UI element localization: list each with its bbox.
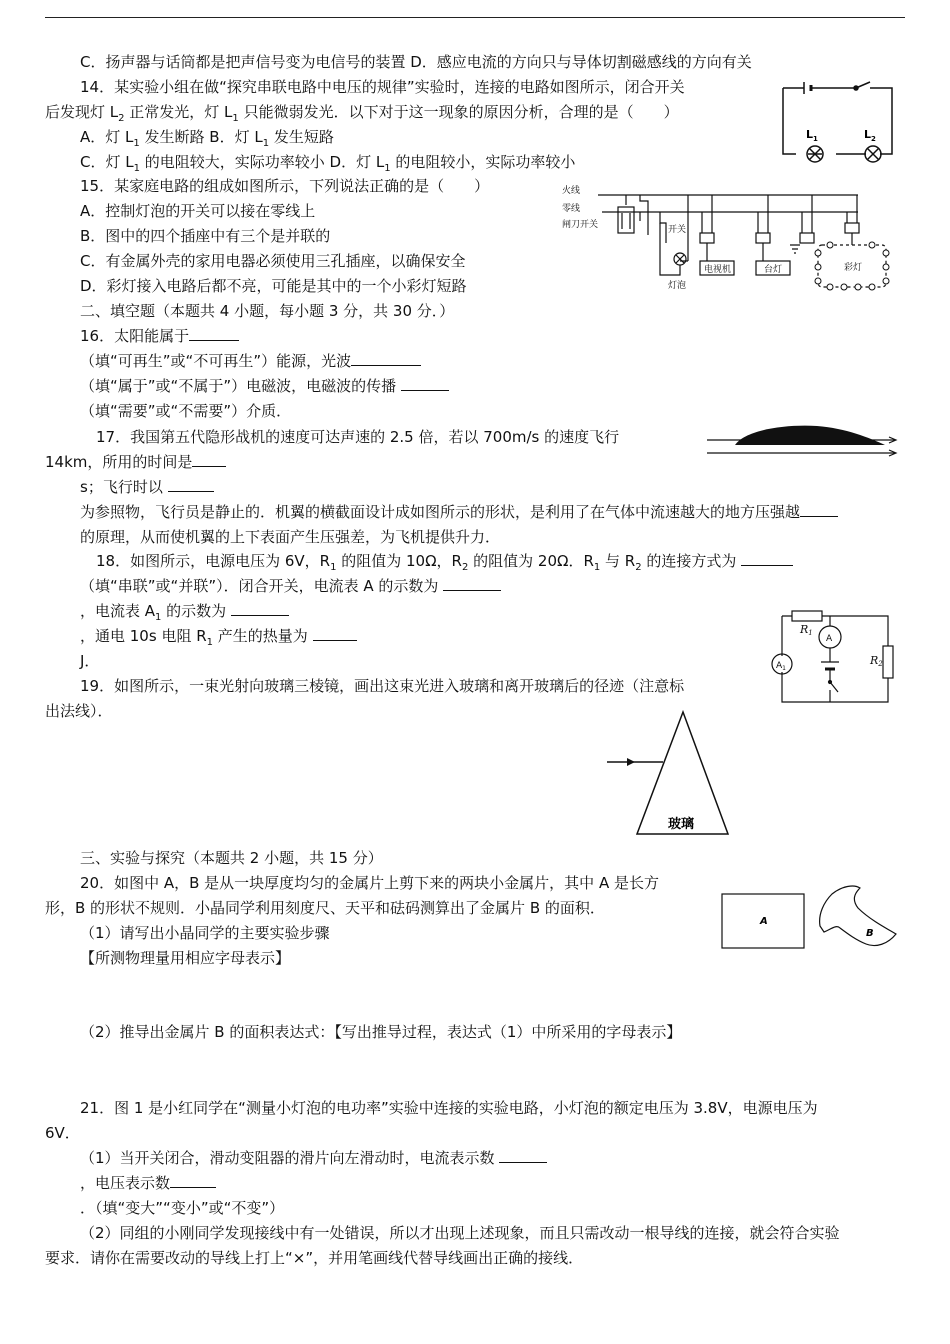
answer-blank[interactable] [499, 1148, 547, 1163]
q17-line-2: 14km，所用的时间是 [45, 452, 226, 472]
q20-line-2: 形，B 的形状不规则．小晶同学利用刻度尺、天平和砝码测算出了金属片 B 的面积． [45, 899, 605, 917]
svg-text:灯泡: 灯泡 [668, 281, 687, 291]
svg-text:L2: $L_2$ [864, 128, 876, 143]
q19-line-2: 出法线）． [45, 702, 113, 720]
q18-line-4: ，通电 10s 电阻 $R_1$ 产生的热量为 [80, 626, 357, 653]
svg-text:电视机: 电视机 [704, 265, 732, 275]
q15-stem: 15．某家庭电路的组成如图所示，下列说法正确的是（ ） [80, 177, 490, 195]
q14-option-ab: A．灯 $L_1$ 发生断路 B．灯 $L_1$ 发生短路 [80, 128, 334, 149]
answer-blank[interactable] [351, 351, 421, 366]
q21-line-3: （1）当开关闭合，滑动变阻器的滑片向左滑动时，电流表示数 [80, 1148, 547, 1168]
q13-option-cd: C．扬声器与话筒都是把声信号变为电信号的装置 D．感应电流的方向只与导体切割磁感线的方向有关 [80, 53, 752, 71]
answer-blank[interactable] [189, 326, 239, 341]
q17-line-3: s；飞行时以 [80, 477, 214, 497]
q16-line-4: （填“需要”或“不需要”）介质． [80, 402, 292, 420]
svg-text:火线: 火线 [562, 186, 581, 196]
svg-text:彩灯: 彩灯 [844, 263, 863, 273]
q15-household-circuit-figure [560, 183, 905, 295]
svg-text:零线: 零线 [562, 204, 581, 214]
answer-blank[interactable] [231, 601, 289, 616]
svg-text:A: A [760, 916, 768, 927]
svg-text:开关: 开关 [668, 225, 687, 235]
svg-text:R1: R1 [800, 623, 813, 637]
answer-blank[interactable] [170, 1173, 216, 1188]
q21-line-4: ，电压表示数 [80, 1173, 216, 1193]
q14-circuit-figure [778, 80, 898, 175]
q16-line-3: （填“属于”或“不属于”）电磁波，电磁波的传播 [80, 376, 449, 396]
q16-line-1: 16．太阳能属于 [80, 326, 239, 346]
section-2-heading: 二、填空题（本题共 4 小题，每小题 3 分，共 30 分．） [80, 302, 455, 320]
answer-blank[interactable] [168, 477, 214, 492]
q15-option-b: B．图中的四个插座中有三个是并联的 [80, 227, 331, 245]
q17-line-1: 17．我国第五代隐形战机的速度可达声速的 2.5 倍，若以 700m/s 的速度飞行 [96, 428, 620, 446]
q21-line-5: ．（填“变大”“变小”或“不变”） [80, 1199, 285, 1217]
q20-line-5: （2）推导出金属片 B 的面积表达式：【写出推导过程，表达式（1）中所采用的字母表示】 [80, 1023, 682, 1041]
q21-line-2: 6V． [45, 1124, 80, 1142]
q17-wing-figure [705, 418, 900, 460]
answer-blank[interactable] [741, 551, 793, 566]
q21-line-7: 要求．请你在需要改动的导线上打上“×”，并用笔画线代替导线画出正确的接线． [45, 1249, 584, 1267]
q21-line-1: 21．图 1 是小红同学在“测量小灯泡的电功率”实验中连接的实验电路，小灯泡的额定电压为 3.8V，电源电压为 [80, 1099, 818, 1117]
q19-line-1: 19．如图所示，一束光射向玻璃三棱镜，画出这束光进入玻璃和离开玻璃后的径迹（注意标 [80, 677, 685, 695]
answer-blank[interactable] [443, 576, 501, 591]
answer-blank[interactable] [313, 626, 357, 641]
q18-line-3: ，电流表 $A_1$ 的示数为 [80, 601, 289, 628]
svg-text:闸刀开关: 闸刀开关 [562, 220, 599, 230]
answer-blank[interactable] [401, 376, 449, 391]
svg-text:B: B [866, 928, 874, 939]
header-rule [45, 17, 905, 18]
section-3-heading: 三、实验与探究（本题共 2 小题，共 15 分） [80, 849, 383, 867]
q18-line-5: J． [80, 652, 100, 670]
svg-text:台灯: 台灯 [764, 265, 783, 275]
q16-line-2: （填“可再生”或“不可再生”）能源，光波 [80, 351, 421, 371]
svg-text:A1: $A_1$ [776, 661, 786, 672]
q19-prism-figure [605, 708, 755, 838]
q21-line-6: （2）同组的小刚同学发现接线中有一处错误，所以才出现上述现象，而且只需改动一根导线的连接，就会符合实验 [80, 1224, 840, 1242]
answer-blank[interactable] [192, 452, 226, 467]
svg-text:玻璃: 玻璃 [668, 817, 695, 832]
svg-text:L1: $L_1$ [806, 128, 818, 143]
q18-circuit-figure [770, 606, 900, 710]
q20-metal-pieces-figure [720, 878, 910, 954]
q14-option-cd: C．灯 $L_1$ 的电阻较大，实际功率较小 D．灯 $L_1$ 的电阻较小，实际功率较小 [80, 153, 576, 174]
answer-blank[interactable] [800, 502, 838, 517]
svg-text:A: A [826, 634, 833, 644]
q18-line-1: 18．如图所示，电源电压为 6V，$R_1$ 的阻值为 10Ω，$R_2$ 的阻值为 20Ω．$R_1$ 与 $R_2$ 的连接方式为 [96, 551, 793, 578]
q17-line-4: 为参照物，飞行员是静止的．机翼的横截面设计成如图所示的形状，是利用了在气体中流速越大的地方压强越 [80, 502, 838, 522]
q20-line-3: （1）请写出小晶同学的主要实验步骤 [80, 924, 330, 942]
q20-line-4: 【所测物理量用相应字母表示】 [80, 949, 291, 967]
q18-line-2: （填“串联”或“并联”）．闭合开关，电流表 A 的示数为 [80, 576, 501, 596]
q14-stem-2: 后发现灯 $L_2$ 正常发光，灯 $L_1$ 只能微弱发光．以下对于这一现象的原因分析，合理的是（ ） [45, 103, 679, 124]
q15-option-c: C．有金属外壳的家用电器必须使用三孔插座，以确保安全 [80, 252, 466, 270]
svg-text:R2: R2 [870, 654, 883, 668]
q14-stem: 14．某实验小组在做“探究串联电路中电压的规律”实验时，连接的电路如图所示，闭合开关 [80, 78, 685, 96]
q20-line-1: 20．如图中 A，B 是从一块厚度均匀的金属片上剪下来的两块小金属片，其中 A 是长方 [80, 874, 659, 892]
q15-option-a: A．控制灯泡的开关可以接在零线上 [80, 202, 316, 220]
q17-line-5: 的原理，从而使机翼的上下表面产生压强差，为飞机提供升力． [80, 528, 501, 546]
q15-option-d: D．彩灯接入电路后都不亮，可能是其中的一个小彩灯短路 [80, 277, 467, 295]
